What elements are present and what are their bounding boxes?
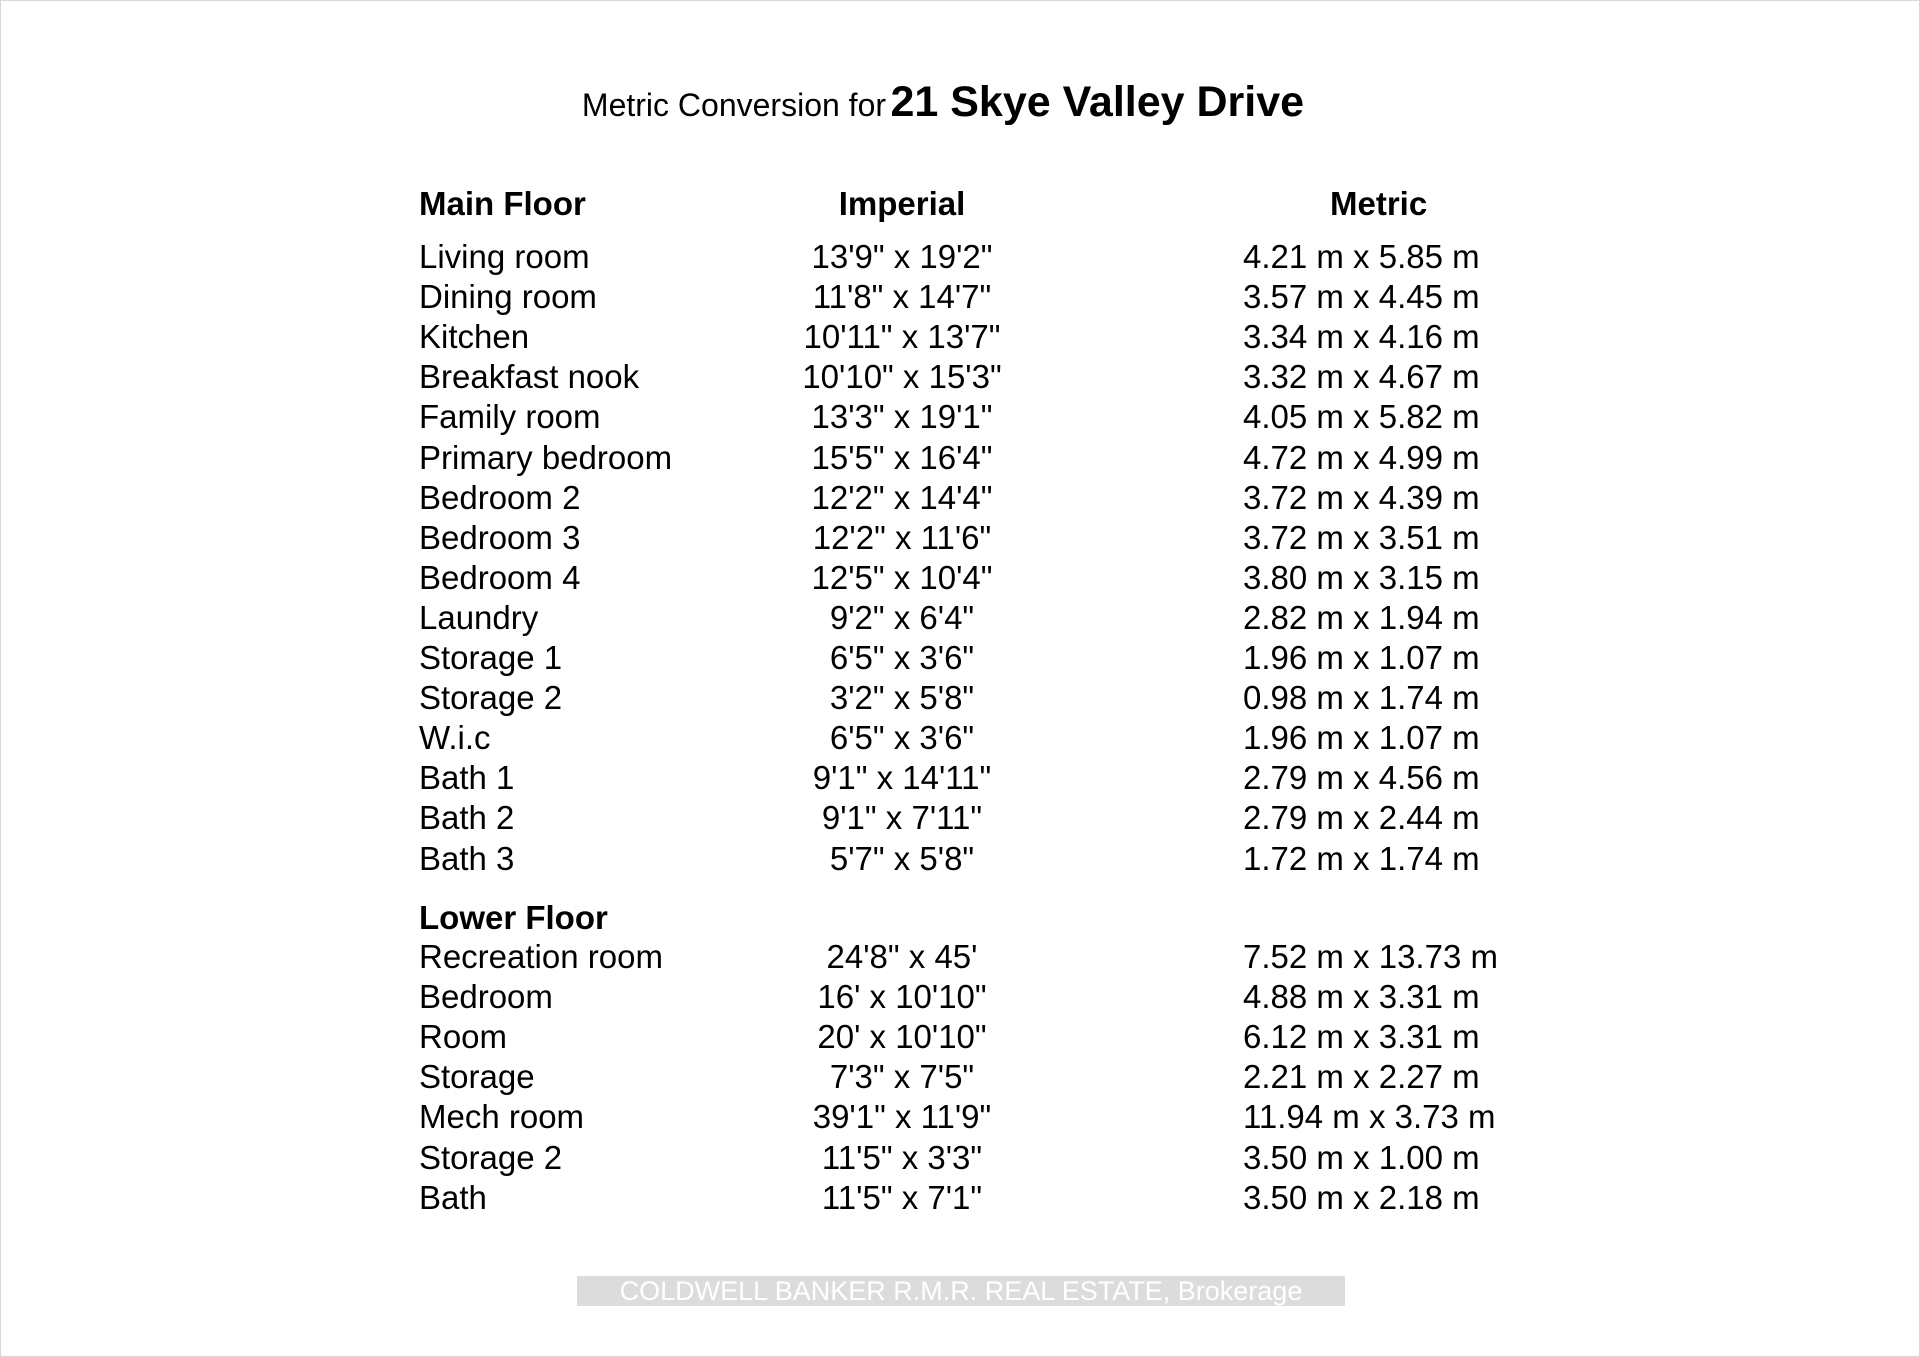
imperial-column-header: Imperial <box>838 185 966 222</box>
imperial-dimensions: 9'2" x 6'4" <box>829 598 975 636</box>
property-address: 21 Skye Valley Drive <box>890 78 1305 126</box>
main-floor-heading: Main Floor <box>419 185 586 222</box>
room-name: Bath <box>419 1178 487 1216</box>
imperial-dimensions: 3'2" x 5'8" <box>829 679 975 717</box>
imperial-dimensions: 12'2" x 14'4" <box>811 478 993 516</box>
room-name: Primary bedroom <box>419 438 673 476</box>
imperial-dimensions: 24'8" x 45' <box>826 938 978 975</box>
metric-dimensions: 1.96 m x 1.07 m <box>1243 639 1480 676</box>
metric-dimensions: 2.21 m x 2.27 m <box>1243 1058 1480 1096</box>
table-row <box>0 978 1920 1018</box>
imperial-dimensions: 13'9" x 19'2" <box>811 238 993 275</box>
metric-dimensions: 4.72 m x 4.99 m <box>1243 438 1480 476</box>
lower-floor-heading: Lower Floor <box>419 899 608 936</box>
table-row <box>0 599 1920 639</box>
table-row <box>0 559 1920 599</box>
room-name: Bedroom 3 <box>419 518 581 556</box>
imperial-dimensions: 9'1" x 14'11" <box>812 759 992 797</box>
room-name: Bath 3 <box>419 839 515 877</box>
imperial-dimensions: 12'5" x 10'4" <box>811 558 993 596</box>
room-name: Bedroom <box>419 978 553 1016</box>
imperial-dimensions: 20' x 10'10" <box>817 1018 987 1056</box>
room-name: Living room <box>419 238 590 275</box>
table-row <box>0 1018 1920 1058</box>
room-name: Family room <box>419 398 601 436</box>
table-row <box>0 439 1920 479</box>
table-row <box>0 358 1920 398</box>
table-row <box>0 398 1920 438</box>
table-row <box>0 278 1920 318</box>
table-row <box>0 318 1920 358</box>
imperial-dimensions: 6'5" x 3'6" <box>829 639 975 676</box>
metric-dimensions: 3.72 m x 3.51 m <box>1243 518 1480 556</box>
room-name: Storage 2 <box>419 679 563 717</box>
metric-dimensions: 7.52 m x 13.73 m <box>1243 938 1498 975</box>
room-name: Storage 1 <box>419 639 563 676</box>
table-row <box>0 238 1920 278</box>
metric-dimensions: 6.12 m x 3.31 m <box>1243 1018 1480 1056</box>
imperial-dimensions: 13'3" x 19'1" <box>811 398 993 436</box>
room-name: Laundry <box>419 598 539 636</box>
room-name: Room <box>419 1018 508 1056</box>
room-name: Dining room <box>419 278 597 316</box>
metric-column-header: Metric <box>1330 185 1428 222</box>
room-name: Breakfast nook <box>419 358 640 396</box>
table-row <box>0 1098 1920 1138</box>
metric-dimensions: 3.32 m x 4.67 m <box>1243 358 1480 396</box>
table-row <box>0 938 1920 978</box>
imperial-dimensions: 7'3" x 7'5" <box>829 1058 975 1096</box>
imperial-dimensions: 12'2" x 11'6" <box>812 518 992 556</box>
metric-dimensions: 4.05 m x 5.82 m <box>1243 398 1480 436</box>
room-name: Mech room <box>419 1098 585 1136</box>
metric-dimensions: 3.80 m x 3.15 m <box>1243 558 1480 596</box>
metric-dimensions: 0.98 m x 1.74 m <box>1243 679 1480 717</box>
metric-dimensions: 3.50 m x 1.00 m <box>1243 1138 1480 1176</box>
metric-dimensions: 1.72 m x 1.74 m <box>1243 839 1480 877</box>
room-name: Storage 2 <box>419 1138 563 1176</box>
imperial-dimensions: 15'5" x 16'4" <box>811 438 993 476</box>
imperial-dimensions: 10'10" x 15'3" <box>802 358 1002 396</box>
brokerage-watermark: COLDWELL BANKER R.M.R. REAL ESTATE, Brokerage <box>577 1276 1345 1306</box>
metric-dimensions: 1.96 m x 1.07 m <box>1243 719 1480 757</box>
table-row <box>0 1139 1920 1179</box>
imperial-dimensions: 11'5" x 3'3" <box>821 1138 983 1176</box>
page-title <box>0 78 1886 127</box>
room-name: Kitchen <box>419 318 530 356</box>
imperial-dimensions: 16' x 10'10" <box>817 978 987 1016</box>
imperial-dimensions: 6'5" x 3'6" <box>829 719 975 757</box>
metric-dimensions: 3.34 m x 4.16 m <box>1243 318 1480 356</box>
table-row <box>0 679 1920 719</box>
room-name: Bedroom 4 <box>419 558 581 596</box>
table-row <box>0 799 1920 839</box>
room-name: Bedroom 2 <box>419 478 581 516</box>
room-name: Storage <box>419 1058 535 1096</box>
metric-dimensions: 2.79 m x 2.44 m <box>1243 799 1480 837</box>
table-row <box>0 639 1920 679</box>
metric-dimensions: 11.94 m x 3.73 m <box>1243 1098 1496 1136</box>
imperial-dimensions: 11'8" x 14'7" <box>812 278 992 316</box>
metric-dimensions: 2.82 m x 1.94 m <box>1243 598 1480 636</box>
table-row <box>0 840 1920 880</box>
title-prefix: Metric Conversion for <box>581 87 887 123</box>
imperial-dimensions: 5'7" x 5'8" <box>829 839 975 877</box>
room-name: Bath 1 <box>419 759 515 797</box>
imperial-dimensions: 39'1" x 11'9" <box>812 1098 992 1136</box>
room-name: Bath 2 <box>419 799 515 837</box>
metric-dimensions: 2.79 m x 4.56 m <box>1243 759 1480 797</box>
imperial-dimensions: 9'1" x 7'11" <box>821 799 983 837</box>
metric-dimensions: 4.21 m x 5.85 m <box>1243 238 1480 275</box>
metric-dimensions: 3.57 m x 4.45 m <box>1243 278 1480 316</box>
metric-dimensions: 4.88 m x 3.31 m <box>1243 978 1480 1016</box>
table-row <box>0 519 1920 559</box>
table-row <box>0 719 1920 759</box>
table-row <box>0 1179 1920 1219</box>
metric-dimensions: 3.50 m x 2.18 m <box>1243 1178 1480 1216</box>
imperial-dimensions: 10'11" x 13'7" <box>803 318 1001 356</box>
table-row <box>0 479 1920 519</box>
imperial-dimensions: 11'5" x 7'1" <box>821 1178 983 1216</box>
metric-dimensions: 3.72 m x 4.39 m <box>1243 478 1480 516</box>
room-name: W.i.c <box>419 719 491 757</box>
room-name: Recreation room <box>419 938 663 975</box>
table-row <box>0 1058 1920 1098</box>
table-row <box>0 759 1920 799</box>
